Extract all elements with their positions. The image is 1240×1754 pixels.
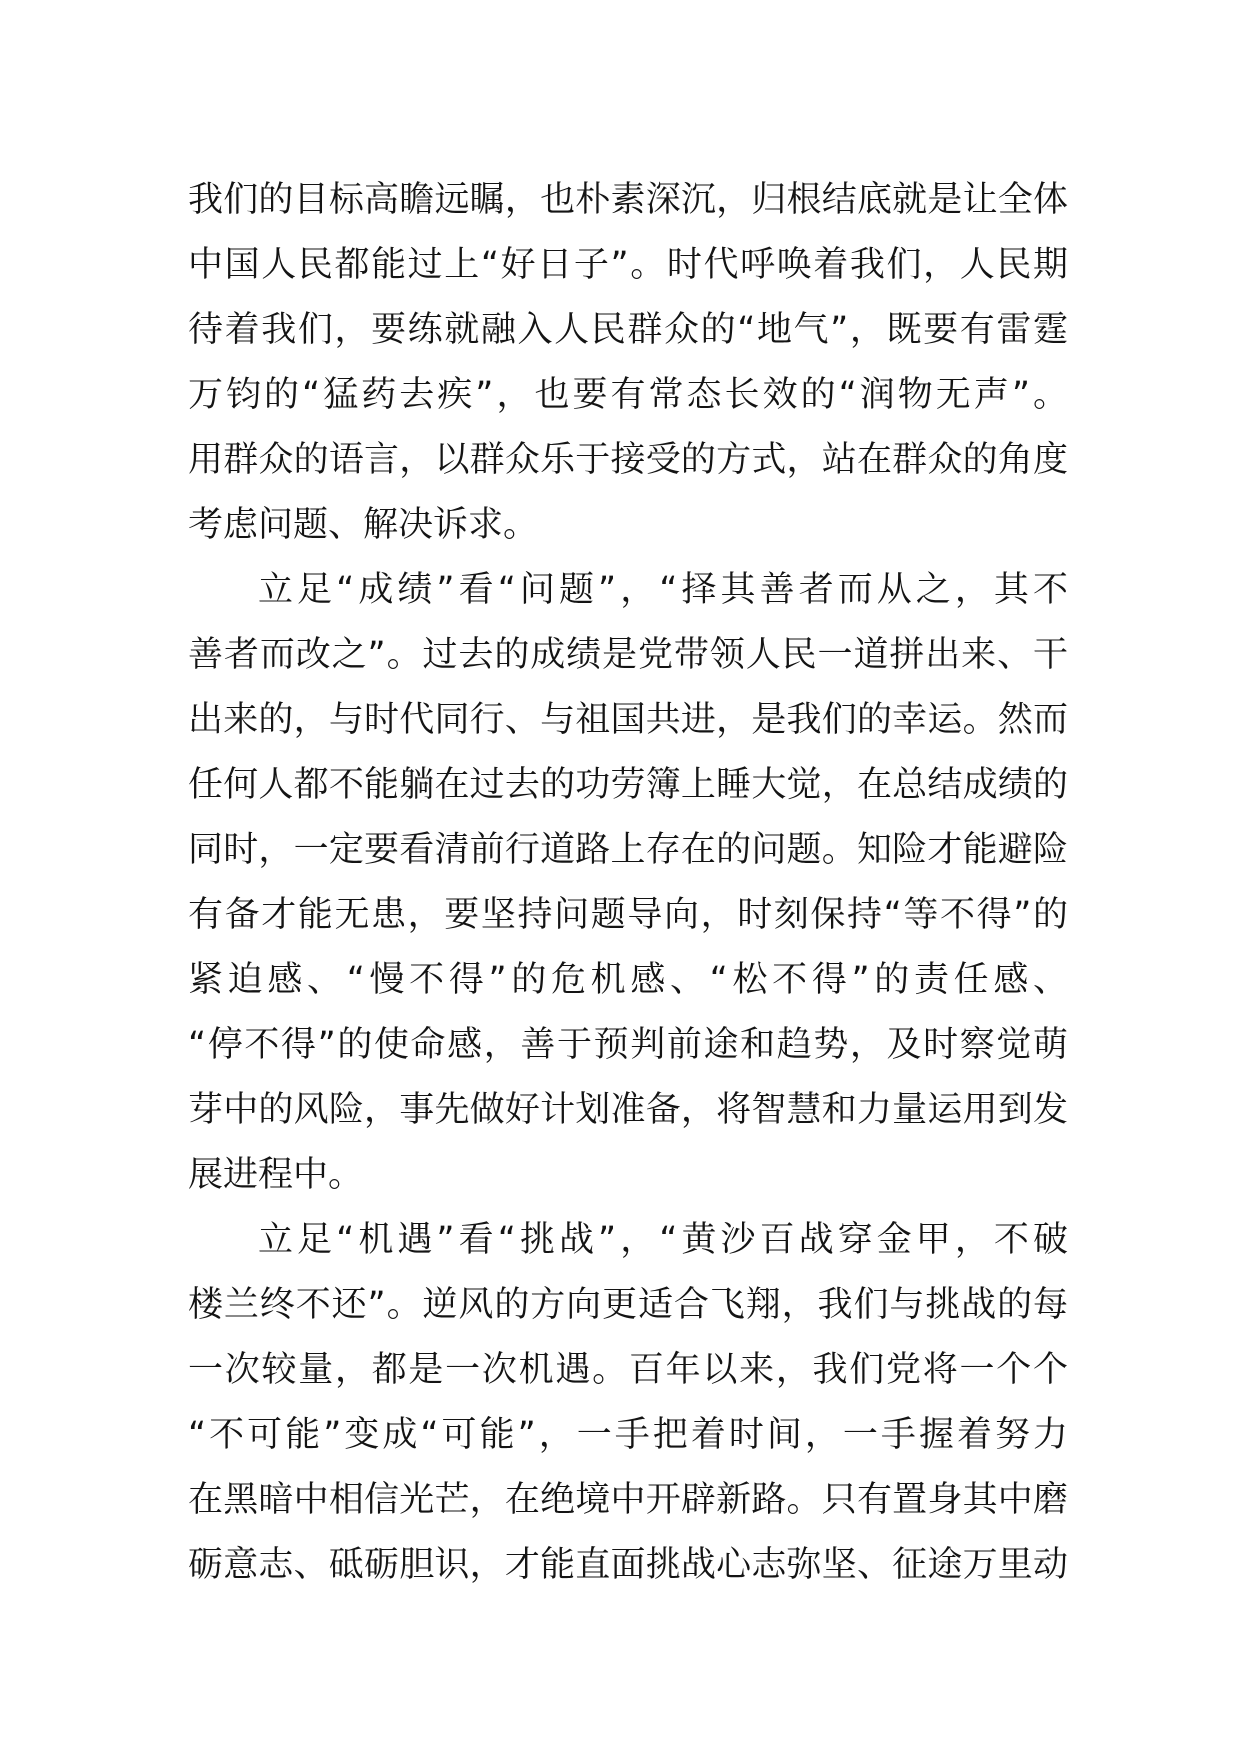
text-line: 紧迫感、“慢不得”的危机感、“松不得”的责任感、 xyxy=(188,960,1068,1000)
text-line: 展进程中。 xyxy=(188,1155,364,1195)
paragraph xyxy=(188,1208,1068,1598)
text-line: 立足“成绩”看“问题”，“择其善者而从之，其不 xyxy=(258,570,1068,610)
paragraph xyxy=(188,558,1068,1208)
text-line: 立足“机遇”看“挑战”，“黄沙百战穿金甲，不破 xyxy=(258,1220,1068,1260)
text-line: “不可能”变成“可能”，一手把着时间，一手握着努力 xyxy=(188,1415,1068,1455)
text-line: 我们的目标高瞻远瞩，也朴素深沉，归根结底就是让全体 xyxy=(188,180,1068,220)
text-line: 同时，一定要看清前行道路上存在的问题。知险才能避险 xyxy=(188,830,1068,870)
text-line: “停不得”的使命感，善于预判前途和趋势，及时察觉萌 xyxy=(188,1025,1068,1065)
text-line: 一次较量，都是一次机遇。百年以来，我们党将一个个 xyxy=(188,1350,1068,1390)
text-line: 用群众的语言，以群众乐于接受的方式，站在群众的角度 xyxy=(188,440,1068,480)
document-body xyxy=(188,168,1068,1598)
text-line: 芽中的风险，事先做好计划准备，将智慧和力量运用到发 xyxy=(188,1090,1068,1130)
text-line: 在黑暗中相信光芒，在绝境中开辟新路。只有置身其中磨 xyxy=(188,1480,1068,1520)
text-line: 有备才能无患，要坚持问题导向，时刻保持“等不得”的 xyxy=(188,895,1068,935)
text-line: 万钧的“猛药去疾”，也要有常态长效的“润物无声”。 xyxy=(188,375,1068,415)
text-line: 待着我们，要练就融入人民群众的“地气”，既要有雷霆 xyxy=(188,310,1068,350)
text-line: 中国人民都能过上“好日子”。时代呼唤着我们，人民期 xyxy=(188,245,1068,285)
text-line: 考虑问题、解决诉求。 xyxy=(188,505,539,545)
text-line: 出来的，与时代同行、与祖国共进，是我们的幸运。然而 xyxy=(188,700,1068,740)
text-line: 善者而改之”。过去的成绩是党带领人民一道拼出来、干 xyxy=(188,635,1068,675)
paragraph xyxy=(188,168,1068,558)
text-line: 砺意志、砥砺胆识，才能直面挑战心志弥坚、征途万里动 xyxy=(188,1545,1068,1585)
text-line: 楼兰终不还”。逆风的方向更适合飞翔，我们与挑战的每 xyxy=(188,1285,1068,1325)
text-line: 任何人都不能躺在过去的功劳簿上睡大觉，在总结成绩的 xyxy=(188,765,1068,805)
